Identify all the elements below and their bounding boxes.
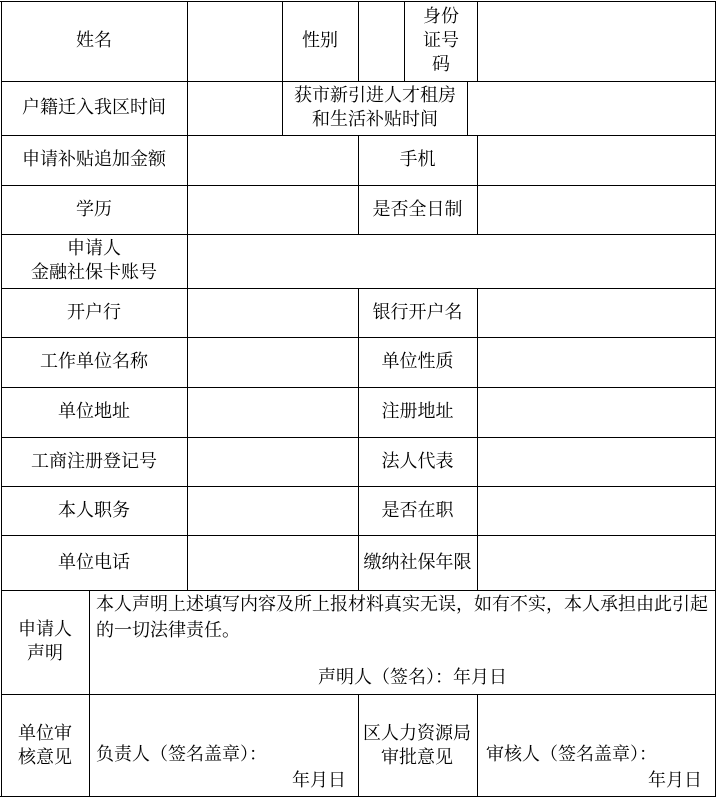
reg-number-label: 工商注册登记号 — [31, 450, 157, 472]
subsidy-amount-value[interactable] — [187, 135, 358, 185]
bank-value[interactable] — [187, 288, 358, 337]
row-line — [1, 590, 716, 591]
education-label: 学历 — [76, 198, 112, 220]
fulltime-label: 是否全日制 — [372, 198, 463, 220]
employed-value[interactable] — [477, 486, 715, 535]
reg-number-value[interactable] — [187, 437, 358, 486]
col-line — [358, 694, 359, 797]
border-right — [715, 1, 716, 797]
education-value[interactable] — [187, 185, 358, 234]
account-label-line1: 申请人 — [67, 238, 121, 259]
employer-label: 工作单位名称 — [40, 351, 148, 372]
mobile-value[interactable] — [477, 135, 715, 185]
unit-review-signer[interactable]: 负责人（签名盖章）： — [96, 744, 267, 765]
position-value[interactable] — [187, 486, 358, 535]
employed-label: 是否在职 — [381, 499, 454, 521]
legal-rep-label: 法人代表 — [381, 450, 454, 472]
unit-address-value[interactable] — [187, 387, 358, 437]
unit-nature-value[interactable] — [477, 337, 715, 387]
legal-rep-value[interactable] — [477, 437, 715, 486]
name-label: 姓名 — [76, 30, 112, 51]
bureau-review-date[interactable]: 年月日 — [648, 770, 702, 791]
unit-address-label: 单位地址 — [58, 401, 130, 422]
account-label-line2: 金融社保卡账号 — [31, 262, 157, 283]
reg-address-label: 注册地址 — [381, 401, 454, 422]
unit-phone-value[interactable] — [187, 535, 358, 590]
bureau-review-signer[interactable]: 审核人（签名盖章）： — [486, 744, 657, 765]
subsidy-time-label: 获市新引进人才租房和生活补贴时间 — [294, 85, 456, 130]
declaration-label: 申请人声明 — [18, 619, 72, 664]
declaration-text: 本人声明上述填写内容及所上报材料真实无误，如有不实，本人承担由此引起的一切法律责任。 — [96, 594, 708, 641]
employer-value[interactable] — [187, 337, 358, 387]
hukou-time-label: 户籍迁入我区时间 — [22, 97, 166, 118]
reg-address-value[interactable] — [477, 387, 715, 437]
col-line — [282, 81, 283, 135]
hukou-time-value[interactable] — [187, 81, 282, 135]
unit-review-label: 单位审核意见 — [18, 722, 72, 768]
account-name-value[interactable] — [477, 288, 715, 337]
account-value[interactable] — [187, 234, 715, 288]
gender-label: 性别 — [302, 30, 338, 51]
unit-phone-label: 单位电话 — [58, 551, 130, 573]
unit-nature-label: 单位性质 — [381, 351, 454, 372]
subsidy-amount-label: 申请补贴追加金额 — [22, 149, 166, 170]
col-line — [89, 590, 90, 797]
name-value[interactable] — [187, 1, 282, 81]
mobile-label: 手机 — [399, 149, 436, 170]
gender-value[interactable] — [358, 1, 404, 81]
position-label: 本人职务 — [58, 499, 130, 521]
bureau-review-label: 区人力资源局审批意见 — [363, 722, 471, 768]
account-name-label: 银行开户名 — [372, 301, 463, 323]
insurance-years-value[interactable] — [477, 535, 715, 590]
col-line — [477, 694, 478, 797]
declaration-signature[interactable]: 声明人（签名）：年月日 — [318, 667, 507, 688]
id-number-label: 身份证号码 — [423, 6, 459, 75]
bank-label: 开户行 — [67, 301, 121, 323]
subsidy-time-value[interactable] — [467, 81, 715, 135]
unit-review-date[interactable]: 年月日 — [292, 770, 346, 791]
id-number-value[interactable] — [477, 1, 715, 81]
insurance-years-label: 缴纳社保年限 — [363, 551, 472, 573]
fulltime-value[interactable] — [477, 185, 715, 234]
col-line — [404, 1, 405, 81]
account-label — [1, 234, 187, 288]
